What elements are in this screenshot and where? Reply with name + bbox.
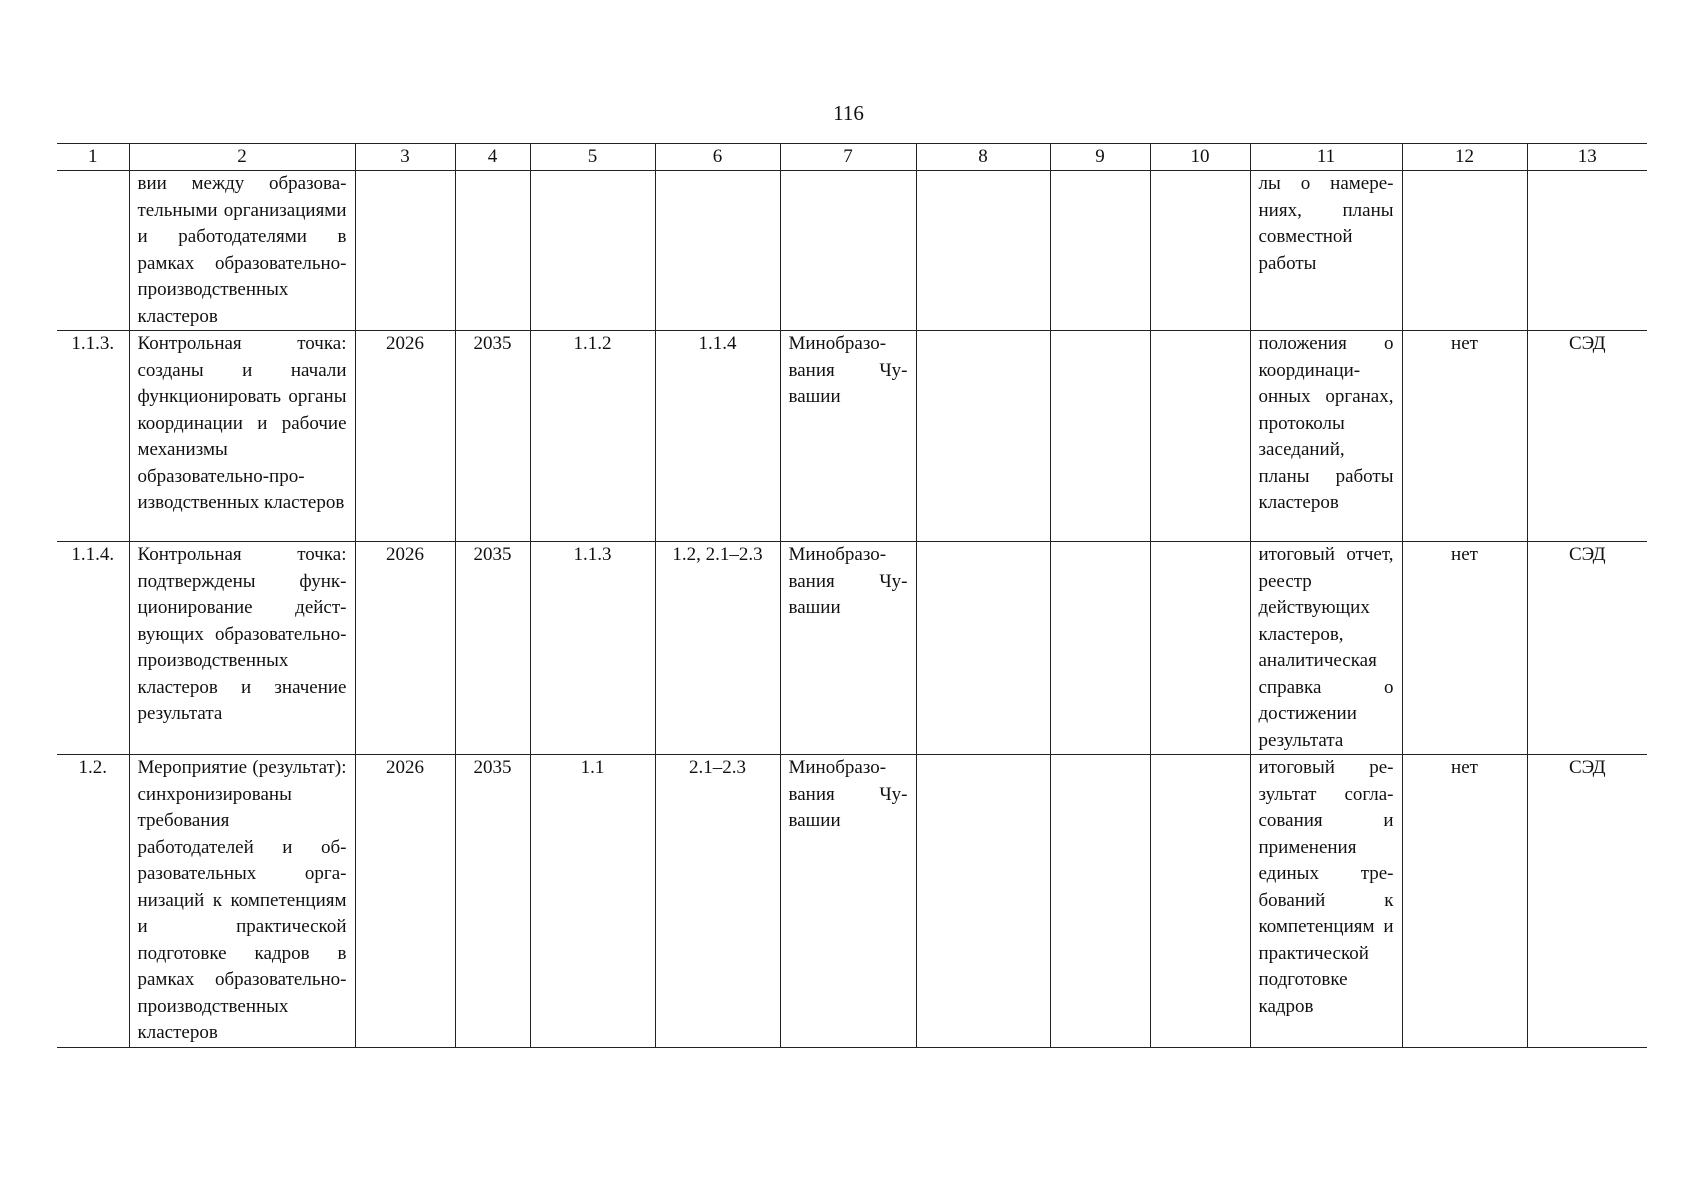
column-header: 10 xyxy=(1150,144,1250,171)
item-name: Мероприятие (результат): синхронизированы требования работодателей и образовательных организаций к компетенциям и практической подготовке кадров в рамках образовательно-производственных кластеров xyxy=(129,755,355,1048)
cell-col-12: нет xyxy=(1402,755,1527,1048)
item-name: Контрольная точка: созданы и начали функционировать органы координации и рабочие механизмы образовательно-производственных кластеров xyxy=(129,331,355,542)
cell-col-13 xyxy=(1527,171,1647,331)
cell-col-9 xyxy=(1050,331,1150,542)
document-type: положения о координационных органах, протоколы заседаний, планы работы кластеров xyxy=(1250,331,1402,542)
cell-col-10 xyxy=(1150,331,1250,542)
cell-col-9 xyxy=(1050,542,1150,755)
end-year: 2035 xyxy=(455,331,530,542)
cell-col-13: СЭД xyxy=(1527,542,1647,755)
cell-col-8 xyxy=(916,755,1050,1048)
start-year: 2026 xyxy=(355,542,455,755)
successor: 2.1–2.3 xyxy=(655,755,780,1048)
column-header: 1 xyxy=(57,144,129,171)
cell-col-9 xyxy=(1050,171,1150,331)
item-number xyxy=(57,171,129,331)
successor xyxy=(655,171,780,331)
responsible: Минобразования Чувашии xyxy=(780,542,916,755)
cell-col-10 xyxy=(1150,542,1250,755)
document-type: итоговый отчет, реестр действующих кластеров, аналитическая справка о достижении результата xyxy=(1250,542,1402,755)
item-number: 1.1.4. xyxy=(57,542,129,755)
cell-col-12: нет xyxy=(1402,542,1527,755)
responsible: Минобразования Чувашии xyxy=(780,755,916,1048)
column-header: 2 xyxy=(129,144,355,171)
table-row xyxy=(57,331,1647,542)
cell-col-12 xyxy=(1402,171,1527,331)
table-row xyxy=(57,171,1647,331)
end-year: 2035 xyxy=(455,542,530,755)
table-row xyxy=(57,542,1647,755)
column-header: 5 xyxy=(530,144,655,171)
column-header: 13 xyxy=(1527,144,1647,171)
column-header: 3 xyxy=(355,144,455,171)
end-year xyxy=(455,171,530,331)
column-header: 6 xyxy=(655,144,780,171)
cell-col-10 xyxy=(1150,171,1250,331)
column-header: 11 xyxy=(1250,144,1402,171)
cell-col-8 xyxy=(916,171,1050,331)
item-name: Контрольная точка: подтверждены функционирование действующих образовательно-производственных кластеров и значение результата xyxy=(129,542,355,755)
predecessor xyxy=(530,171,655,331)
cell-col-13: СЭД xyxy=(1527,755,1647,1048)
start-year: 2026 xyxy=(355,755,455,1048)
column-header: 7 xyxy=(780,144,916,171)
start-year xyxy=(355,171,455,331)
column-header: 12 xyxy=(1402,144,1527,171)
item-name: вии между образовательными организациями и работодателями в рамках образовательно-производственных кластеров xyxy=(129,171,355,331)
cell-col-8 xyxy=(916,542,1050,755)
document-type: итоговый результат согласования и применения единых требований к компетенциям и практической подготовке кадров xyxy=(1250,755,1402,1048)
cell-col-13: СЭД xyxy=(1527,331,1647,542)
plan-table xyxy=(57,143,1647,1048)
page-number: 116 xyxy=(833,101,864,125)
cell-col-12: нет xyxy=(1402,331,1527,542)
end-year: 2035 xyxy=(455,755,530,1048)
table-row xyxy=(57,755,1647,1048)
column-number-header xyxy=(57,144,1647,171)
responsible: Минобразования Чувашии xyxy=(780,331,916,542)
successor: 1.2, 2.1–2.3 xyxy=(655,542,780,755)
predecessor: 1.1.3 xyxy=(530,542,655,755)
predecessor: 1.1 xyxy=(530,755,655,1048)
cell-col-10 xyxy=(1150,755,1250,1048)
predecessor: 1.1.2 xyxy=(530,331,655,542)
successor: 1.1.4 xyxy=(655,331,780,542)
column-header: 8 xyxy=(916,144,1050,171)
cell-col-8 xyxy=(916,331,1050,542)
item-number: 1.2. xyxy=(57,755,129,1048)
responsible xyxy=(780,171,916,331)
start-year: 2026 xyxy=(355,331,455,542)
document-type: лы о намерениях, планы совместной работы xyxy=(1250,171,1402,331)
column-header: 9 xyxy=(1050,144,1150,171)
cell-col-9 xyxy=(1050,755,1150,1048)
column-header: 4 xyxy=(455,144,530,171)
item-number: 1.1.3. xyxy=(57,331,129,542)
